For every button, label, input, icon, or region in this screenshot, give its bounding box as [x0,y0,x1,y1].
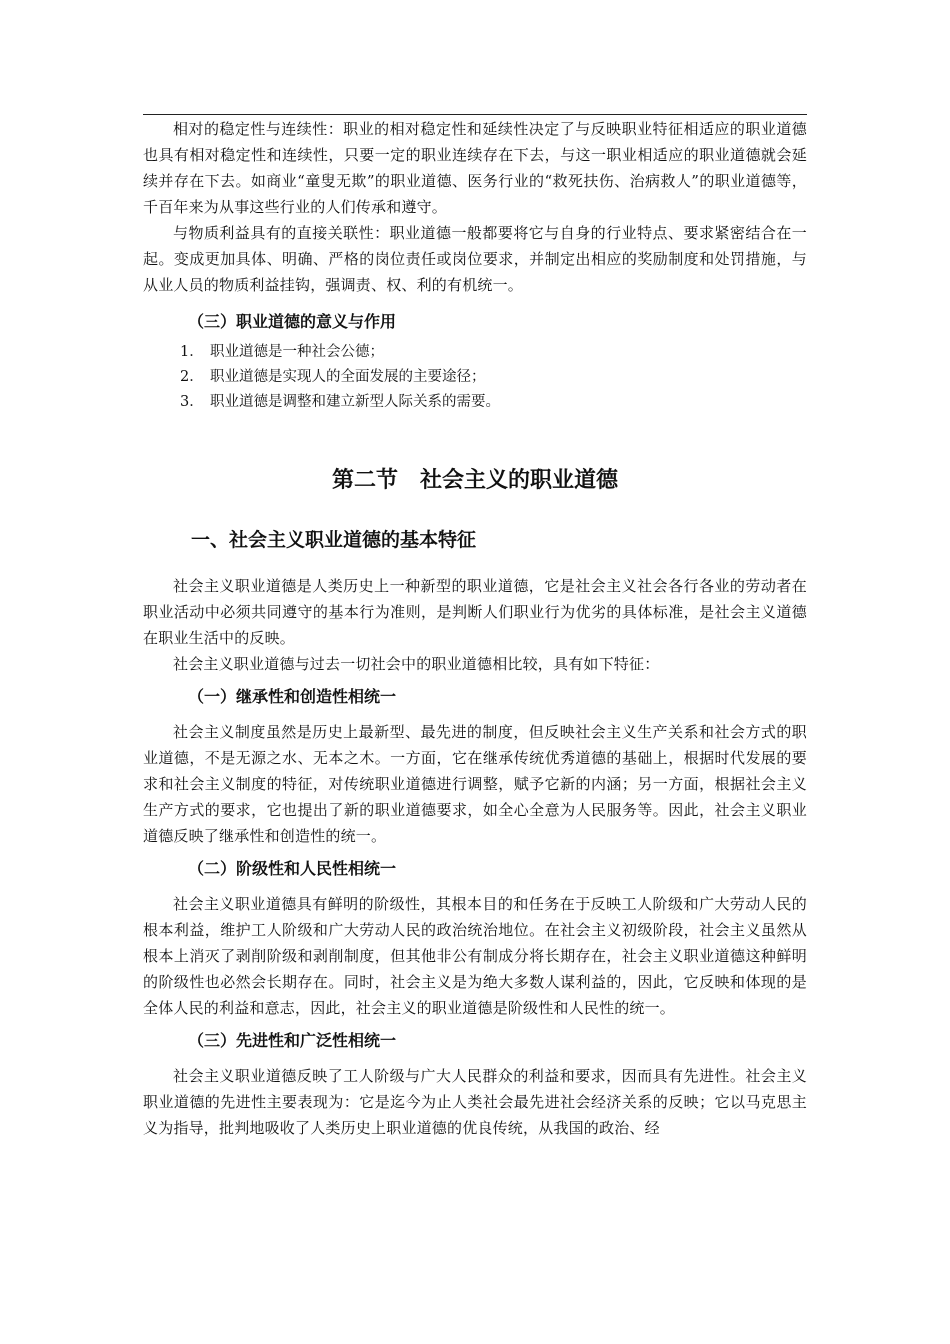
page-content [143,116,807,1141]
heading-class-nature: （二）阶级性和人民性相统一 [188,859,397,878]
paragraph-comparison: 社会主义职业道德与过去一切社会中的职业道德相比较，具有如下特征： [173,655,660,673]
list-item: 2． 职业道德是实现人的全面发展的主要途径； [180,369,486,385]
paragraph-definition: 社会主义职业道德是人类历史上一种新型的职业道德，它是社会主义社会各行各业的劳动者在职业活动中必须共同遵守的基本行为准则，是判断人们职业行为优劣的具体标准，是社会主义道德在职业生活中的反映。 [143,577,807,647]
paragraph-advanced-nature: 社会主义职业道德反映了工人阶级与广大人民群众的利益和要求，因而具有先进性。社会主义职业道德的先进性主要表现为：它是迄今为止人类社会最先进社会经济关系的反映；它以马克思主义为指导，批判地吸收了人类历史上职业道德的优良传统，从我国的政治、经 [143,1067,807,1137]
heading-significance: （三）职业道德的意义与作用 [188,312,397,331]
heading-advanced-nature: （三）先进性和广泛性相统一 [188,1031,397,1050]
significance-list [143,340,807,415]
paragraph-inheritance: 社会主义制度虽然是历史上最新型、最先进的制度，但反映社会主义生产关系和社会方式的职业道德，不是无源之水、无本之木。一方面，它在继承传统优秀道德的基础上，根据时代发展的要求和社会主义制度的特征，对传统职业道德进行调整，赋予它新的内涵；另一方面，根据社会主义生产方式的要求，它也提出了新的职业道德要求，如全心全意为人民服务等。因此，社会主义职业道德反映了继承性和创造性的统一。 [143,723,807,845]
paragraph-stability: 相对的稳定性与连续性：职业的相对稳定性和延续性决定了与反映职业特征相适应的职业道德也具有相对稳定性和连续性，只要一定的职业连续存在下去，与这一职业相适应的职业道德就会延续并存在下去。如商业“童叟无欺”的职业道德、医务行业的“救死扶伤、治病救人”的职业道德等，千百年来为从事这些行业的人们传承和遵守。 [143,120,807,216]
paragraph-class-nature: 社会主义职业道德具有鲜明的阶级性，其根本目的和任务在于反映工人阶级和广大劳动人民的根本利益，维护工人阶级和广大劳动人民的政治统治地位。在社会主义初级阶段，社会主义虽然从根本上消灭了剥削阶级和剥削制度，但其他非公有制成分将长期存在，社会主义职业道德这种鲜明的阶级性也必然会长期存在。同时，社会主义是为绝大多数人谋利益的，因此，它反映和体现的是全体人民的利益和意志，因此，社会主义的职业道德是阶级性和人民性的统一。 [143,895,807,1017]
section-title: 第二节 社会主义的职业道德 [331,468,618,493]
list-item: 1． 职业道德是一种社会公德； [180,344,384,360]
header-rule [143,114,807,115]
paragraph-material-interest: 与物质利益具有的直接关联性：职业道德一般都要将它与自身的行业特点、要求紧密结合在一起。变成更加具体、明确、严格的岗位责任或岗位要求，并制定出相应的奖励制度和处罚措施，与从业人员的物质利益挂钩，强调责、权、利的有机统一。 [143,224,807,294]
list-item: 3． 职业道德是调整和建立新型人际关系的需要。 [180,394,500,410]
heading-basic-features: 一、社会主义职业道德的基本特征 [191,529,477,551]
heading-inheritance: （一）继承性和创造性相统一 [188,687,397,706]
